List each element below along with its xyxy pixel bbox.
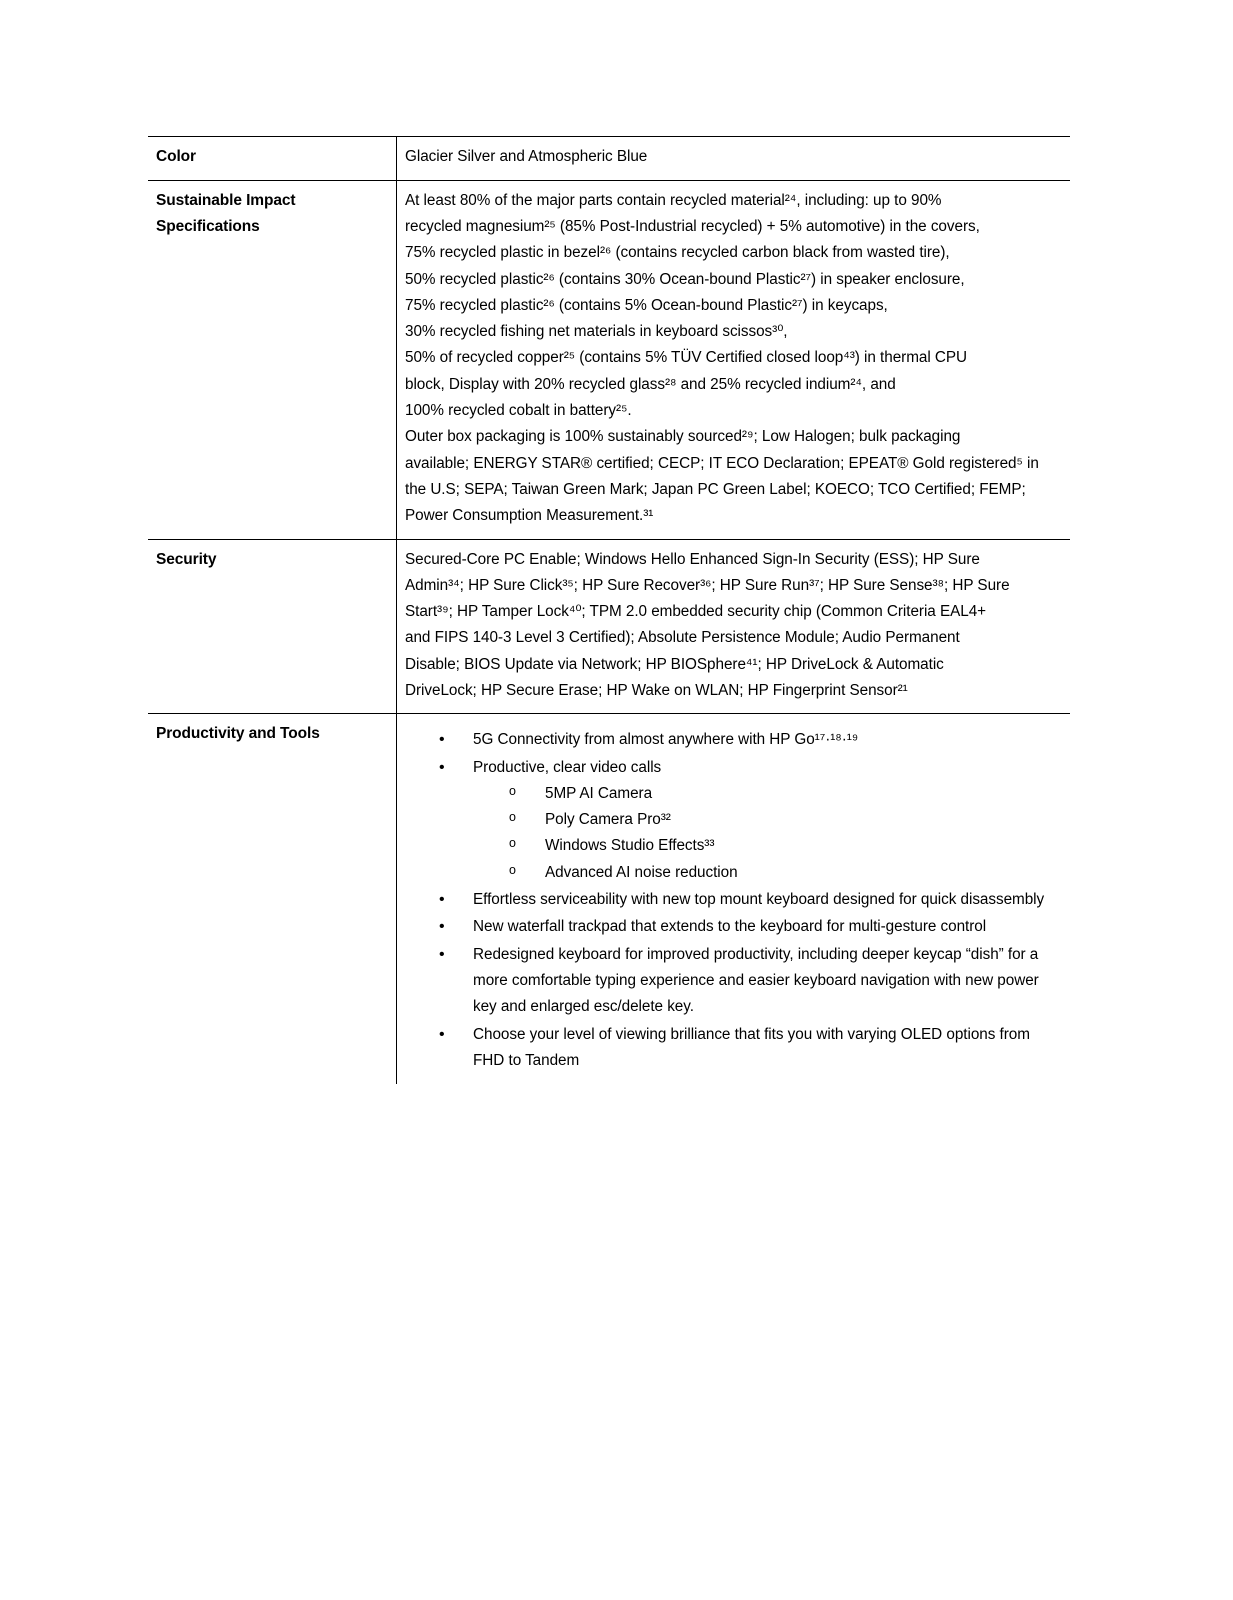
table-row <box>148 180 1070 539</box>
row-value-color: Glacier Silver and Atmospheric Blue <box>397 137 1071 181</box>
text-line: Admin³⁴; HP Sure Click³⁵; HP Sure Recover³⁶; HP Sure Run³⁷; HP Sure Sense³⁸; HP Sure <box>405 576 1010 594</box>
row-label-color: Color <box>148 137 397 181</box>
sub-list-item: o 5MP AI Camera <box>509 781 1062 807</box>
row-label-security: Security <box>148 539 397 714</box>
list-item-text: Choose your level of viewing brilliance that fits you with varying OLED options from FHD to Tandem <box>473 1025 1030 1069</box>
list-item <box>439 942 1062 1021</box>
table-row <box>148 539 1070 714</box>
list-item <box>439 727 1062 753</box>
text-line: 100% recycled cobalt in battery²⁵. <box>405 402 632 420</box>
list-item-text: Redesigned keyboard for improved productivity, including deeper keycap “dish” for a more comfortable typing experience and easier keyboard navigation with new power key and enlarged esc/delete key. <box>473 945 1039 1016</box>
sub-list-item: o Poly Camera Pro³² <box>509 807 1062 833</box>
text-line: 50% of recycled copper²⁵ (contains 5% TÜV Certified closed loop⁴³) in thermal CPU <box>405 349 968 367</box>
text-line: 75% recycled plastic²⁶ (contains 5% Ocean-bound Plastic²⁷) in keycaps, <box>405 296 888 314</box>
row-value-security <box>397 539 1071 714</box>
row-label-line-1: Sustainable Impact <box>156 191 296 209</box>
row-label-sustainable-impact <box>148 180 397 539</box>
text-line: Outer box packaging is 100% sustainably sourced²⁹; Low Halogen; bulk packaging <box>405 428 961 446</box>
text-line: Disable; BIOS Update via Network; HP BIOSphere⁴¹; HP DriveLock & Automatic <box>405 655 944 673</box>
sub-list-item: o Windows Studio Effects³³ <box>509 833 1062 859</box>
text-line: block, Display with 20% recycled glass²⁸ and 25% recycled indium²⁴, and <box>405 375 896 393</box>
list-item-text: Effortless serviceability with new top mount keyboard designed for quick disassembly <box>473 891 1045 909</box>
table-row <box>148 714 1070 1084</box>
sub-list-item: o Advanced AI noise reduction <box>509 860 1062 886</box>
text-line: 30% recycled fishing net materials in keyboard scissos³⁰, <box>405 323 788 341</box>
list-item <box>439 914 1062 940</box>
table-row <box>148 137 1070 181</box>
list-item <box>439 755 1062 886</box>
bullet-list <box>405 727 1062 1074</box>
row-label-line-2: Specifications <box>156 218 260 236</box>
list-item-text: 5G Connectivity from almost anywhere with HP Go¹⁷·¹⁸·¹⁹ <box>473 731 859 749</box>
text-line: 75% recycled plastic in bezel²⁶ (contains recycled carbon black from wasted tire), <box>405 244 950 262</box>
list-item <box>439 1022 1062 1075</box>
row-value-sustainable-impact <box>397 180 1071 539</box>
text-line: At least 80% of the major parts contain recycled material²⁴, including: up to 90% <box>405 191 942 209</box>
text-line: Start³⁹; HP Tamper Lock⁴⁰; TPM 2.0 embedded security chip (Common Criteria EAL4+ <box>405 603 987 621</box>
row-value-productivity-and-tools <box>397 714 1071 1084</box>
list-item-text: Productive, clear video calls <box>473 758 662 776</box>
text-line: Power Consumption Measurement.³¹ <box>405 507 654 525</box>
text-line: the U.S; SEPA; Taiwan Green Mark; Japan PC Green Label; KOECO; TCO Certified; FEMP; <box>405 480 1026 498</box>
text-line: DriveLock; HP Secure Erase; HP Wake on WLAN; HP Fingerprint Sensor²¹ <box>405 682 908 699</box>
sub-bullet-list <box>473 781 1062 886</box>
text-line: 50% recycled plastic²⁶ (contains 30% Ocean-bound Plastic²⁷) in speaker enclosure, <box>405 270 965 288</box>
text-line: available; ENERGY STAR® certified; CECP; IT ECO Declaration; EPEAT® Gold registered⁵ in <box>405 454 1039 472</box>
text-line: Secured-Core PC Enable; Windows Hello Enhanced Sign-In Security (ESS); HP Sure <box>405 550 980 568</box>
text-line: recycled magnesium²⁵ (85% Post-Industrial recycled) + 5% automotive) in the covers, <box>405 217 980 235</box>
row-label-productivity-and-tools: Productivity and Tools <box>148 714 397 1084</box>
text-line: and FIPS 140-3 Level 3 Certified); Absolute Persistence Module; Audio Permanent <box>405 629 960 647</box>
specifications-table <box>148 136 1070 1084</box>
list-item <box>439 887 1062 913</box>
list-item-text: New waterfall trackpad that extends to the keyboard for multi-gesture control <box>473 918 987 936</box>
